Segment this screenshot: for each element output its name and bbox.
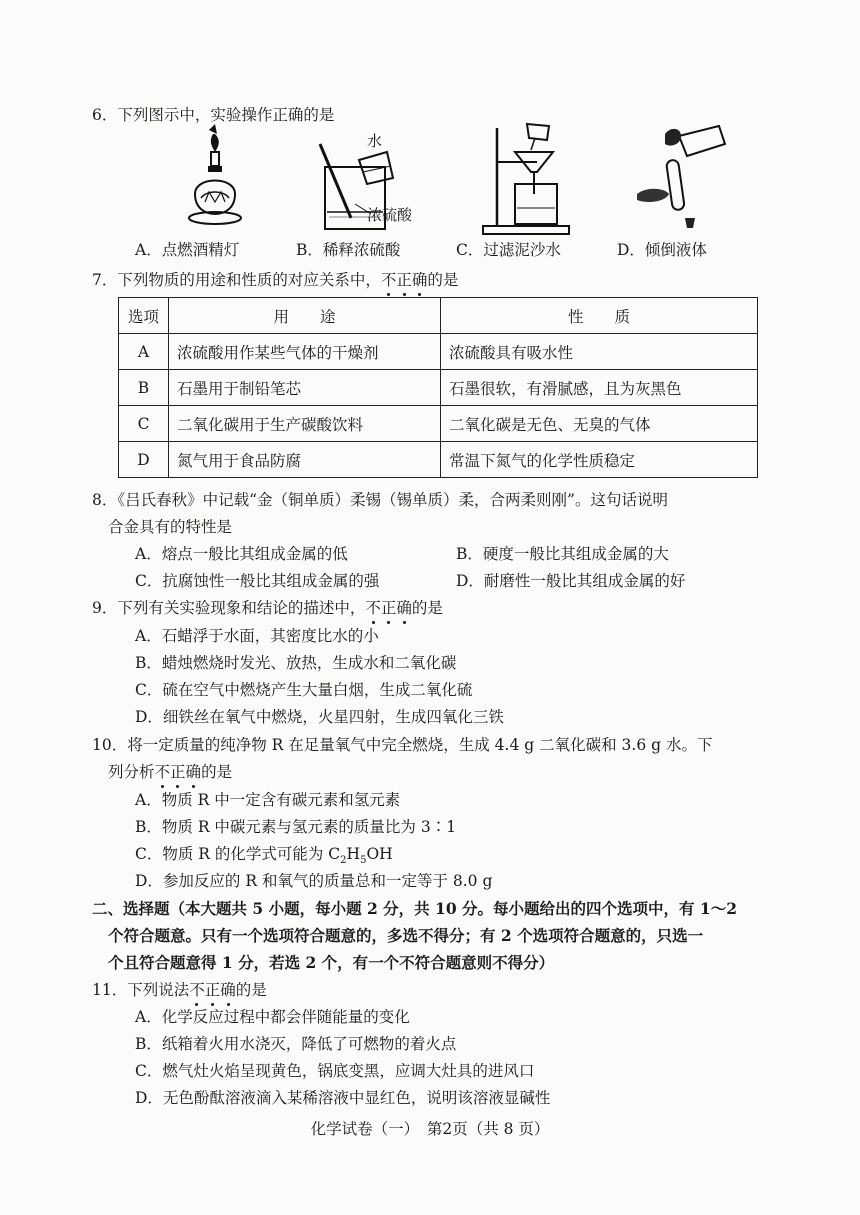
row-use: 浓硫酸用作某些气体的干燥剂 xyxy=(169,334,441,370)
fig-acid-label: 浓硫酸 xyxy=(367,206,413,224)
row-property: 常温下氮气的化学性质稳定 xyxy=(441,442,758,478)
row-use: 石墨用于制铅笔芯 xyxy=(169,370,441,406)
q11-emph-3: 确 xyxy=(220,978,236,1000)
row-use: 二氧化碳用于生产碳酸饮料 xyxy=(169,406,441,442)
q10-emph-2: 正 xyxy=(170,760,186,782)
q9-option-a: A．石蜡浮于水面，其密度比水的小 xyxy=(135,627,379,645)
q9-emph-2: 正 xyxy=(381,596,397,618)
table-row xyxy=(119,370,758,406)
q11-stem xyxy=(92,978,267,1000)
alcohol-lamp-figure xyxy=(175,122,255,232)
table-row xyxy=(119,442,758,478)
q10-stem-end: 的是 xyxy=(201,763,233,781)
q6-stem: 6．下列图示中，实验操作正确的是 xyxy=(92,106,335,124)
header-property: 性 质 xyxy=(441,298,758,334)
pour-liquid-figure xyxy=(625,122,735,237)
q9-stem xyxy=(92,596,443,618)
q11-stem-end: 的是 xyxy=(235,981,267,999)
q7-stem-text: 7．下列物质的用途和性质的对应关系中， xyxy=(92,271,381,289)
q10-stem-text: 列分析 xyxy=(108,763,155,781)
q6-figures xyxy=(135,122,735,237)
q11-option-a: A．化学反应过程中都会伴随能量的变化 xyxy=(135,1008,410,1026)
header-use: 用 途 xyxy=(169,298,441,334)
q6-option-c: C．过滤泥沙水 xyxy=(456,241,561,259)
q9-stem-end: 的是 xyxy=(411,599,443,617)
filtration-figure xyxy=(475,122,585,237)
q9-option-b: B．蜡烛燃烧时发光、放热，生成水和二氧化碳 xyxy=(135,654,457,672)
q6-option-b: B．稀释浓硫酸 xyxy=(296,241,401,259)
q10-emph-3: 确 xyxy=(186,760,202,782)
q7-emph-1: 不 xyxy=(381,268,397,290)
row-property: 二氧化碳是无色、无臭的气体 xyxy=(441,406,758,442)
q8-option-b: B．硬度一般比其组成金属的大 xyxy=(456,545,669,563)
page-footer: 化学试卷（一） 第2页（共 8 页） xyxy=(310,1120,550,1138)
q11-option-d: D．无色酚酞溶液滴入某稀溶液中显红色，说明该溶液显碱性 xyxy=(135,1089,551,1107)
q8-stem-line1: 8．《吕氏春秋》中记载“金（铜单质）柔锡（锡单质）柔，合两柔则刚”。这句话说明 xyxy=(92,491,668,509)
row-option: C xyxy=(119,406,169,442)
header-option: 选项 xyxy=(119,298,169,334)
row-use: 氮气用于食品防腐 xyxy=(169,442,441,478)
row-property: 石墨很软，有滑腻感，且为灰黑色 xyxy=(441,370,758,406)
q11-stem-text: 11．下列说法 xyxy=(92,981,190,999)
q10-stem-line1: 10．将一定质量的纯净物 R 在足量氧气中完全燃烧，生成 4.4 g 二氧化碳和 3.6 g 水。下 xyxy=(92,736,713,754)
table-row xyxy=(119,406,758,442)
q9-stem-text: 9．下列有关实验现象和结论的描述中， xyxy=(92,599,366,617)
q10-option-d: D．参加反应的 R 和氧气的质量总和一定等于 8.0 g xyxy=(135,872,493,890)
q9-option-d: D．细铁丝在氧气中燃烧，火星四射，生成四氧化三铁 xyxy=(135,708,504,726)
q10-option-c-text: H xyxy=(346,845,361,863)
q7-stem xyxy=(92,268,458,290)
q10-emph-1: 不 xyxy=(155,760,171,782)
q10-option-c-text: C．物质 R 的化学式可能为 C xyxy=(135,845,341,863)
q8-stem-line2: 合金具有的特性是 xyxy=(108,518,233,536)
q9-emph-1: 不 xyxy=(365,596,381,618)
q10-stem-line2 xyxy=(108,760,232,782)
fig-water-label: 水 xyxy=(367,132,383,150)
q9-emph-3: 确 xyxy=(396,596,412,618)
q6-option-a: A．点燃酒精灯 xyxy=(135,241,240,259)
table-row xyxy=(119,334,758,370)
q11-option-c: C．燃气灶火焰呈现黄色，锅底变黑，应调大灶具的进风口 xyxy=(135,1062,535,1080)
q8-option-d: D．耐磨性一般比其组成金属的好 xyxy=(456,572,686,590)
q9-option-c: C．硫在空气中燃烧产生大量白烟，生成二氧化硫 xyxy=(135,681,473,699)
q11-emph-1: 不 xyxy=(189,978,205,1000)
table-header-row xyxy=(119,298,758,334)
row-option: A xyxy=(119,334,169,370)
q11-emph-2: 正 xyxy=(205,978,221,1000)
q6-option-d: D．倾倒液体 xyxy=(617,241,707,259)
q7-table xyxy=(118,297,758,478)
q11-option-b: B．纸箱着火用水浇灭，降低了可燃物的着火点 xyxy=(135,1035,457,1053)
q7-stem-end: 的是 xyxy=(427,271,459,289)
row-option: B xyxy=(119,370,169,406)
q10-option-a: A．物质 R 中一定含有碳元素和氢元素 xyxy=(135,791,401,809)
row-property: 浓硫酸具有吸水性 xyxy=(441,334,758,370)
subscript: 2 xyxy=(340,855,347,867)
q8-option-a: A．熔点一般比其组成金属的低 xyxy=(135,545,348,563)
q8-option-c: C．抗腐蚀性一般比其组成金属的强 xyxy=(135,572,380,590)
section2-heading-line3: 个且符合题意得 1 分，若选 2 个，有一个不符合题意则不得分） xyxy=(108,953,555,972)
q10-option-c-text: OH xyxy=(366,845,393,863)
row-option: D xyxy=(119,442,169,478)
q7-emph-2: 正 xyxy=(396,268,412,290)
section2-heading-line2: 个符合题意。只有一个选项符合题意的，多选不得分；有 2 个选项符合题意的，只选一 xyxy=(108,926,704,945)
q10-option-c xyxy=(135,842,393,866)
q7-emph-3: 确 xyxy=(412,268,428,290)
section2-heading-line1: 二、选择题（本大题共 5 小题，每小题 2 分，共 10 分。每小题给出的四个选项中，有 1～2 xyxy=(92,899,737,918)
subscript: 5 xyxy=(360,855,367,867)
q10-option-b: B．物质 R 中碳元素与氢元素的质量比为 3∶1 xyxy=(135,818,457,836)
